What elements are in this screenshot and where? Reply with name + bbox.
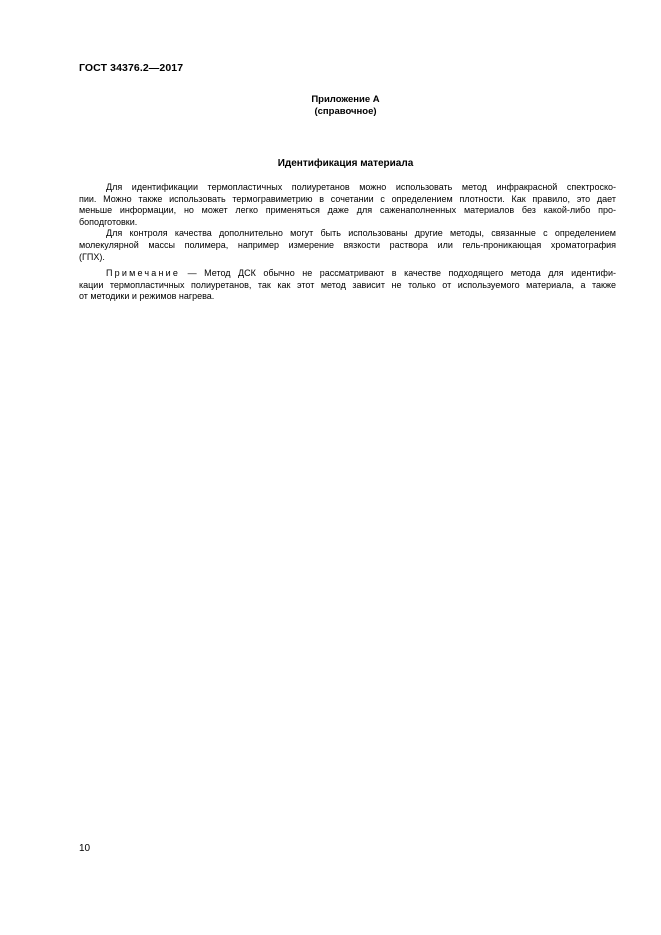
note-line: от методики и режимов нагрева. bbox=[79, 291, 215, 302]
note-label: Примечание bbox=[106, 268, 181, 279]
paragraph-line: пии. Можно также использовать термогравиметрию в сочетании с определением плотности. Как правило, это дает bbox=[79, 193, 616, 204]
paragraph-line: боподготовки. bbox=[79, 216, 138, 227]
paragraph-line: молекулярной массы полимера, например измерение вязкости раствора или гель-проникающая хроматография bbox=[79, 239, 616, 250]
paragraph-line: Для идентификации термопластичных полиуретанов можно использовать метод инфракрасной спектроско- bbox=[106, 182, 616, 192]
section-title: Идентификация материала bbox=[277, 158, 414, 169]
paragraph-2 bbox=[79, 228, 616, 263]
note-text: — Метод ДСК обычно не рассматривают в качестве подходящего метода для идентифи- bbox=[180, 268, 616, 279]
page-number: 10 bbox=[79, 843, 91, 854]
note-first-line bbox=[79, 268, 616, 280]
annex-heading bbox=[79, 94, 612, 117]
paragraph-line: (ГПХ). bbox=[79, 251, 105, 262]
note-line: кации термопластичных полиуретанов, так как этот метод зависит не только от используемого материала, а также bbox=[79, 279, 616, 290]
note bbox=[79, 268, 616, 303]
paragraph-1 bbox=[79, 182, 616, 228]
paragraph-line: меньше информации, но может легко применяться даже для саженаполненных материалов без какой-либо про- bbox=[79, 205, 616, 216]
document-header: ГОСТ 34376.2—2017 bbox=[79, 62, 184, 74]
annex-type: (справочное) bbox=[314, 105, 377, 117]
paragraph-line: Для контроля качества дополнительно могут быть использованы другие методы, связанные с определением bbox=[106, 228, 616, 239]
body-text bbox=[79, 182, 616, 303]
annex-title: Приложение А bbox=[311, 94, 380, 105]
